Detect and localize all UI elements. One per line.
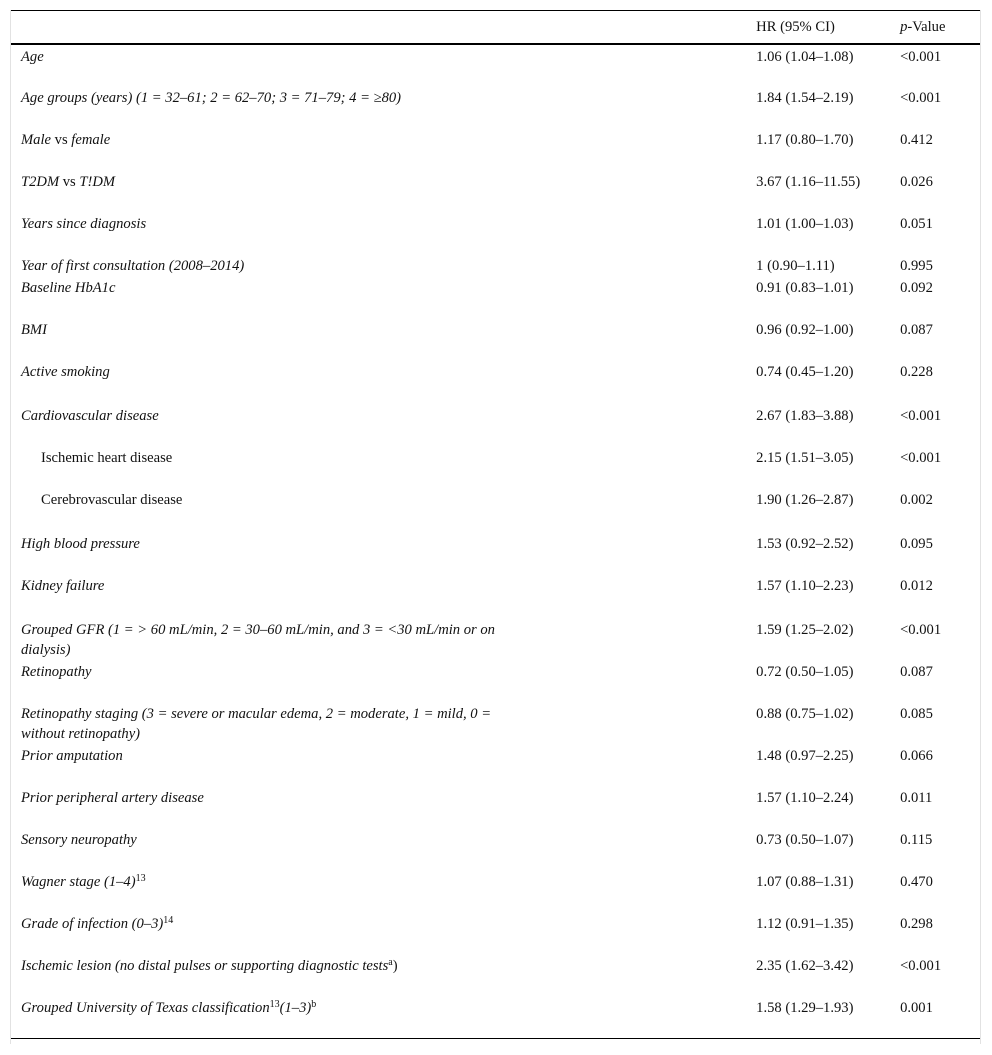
row-p: 0.470: [900, 874, 933, 890]
row-hr: 1.53 (0.92–2.52): [756, 536, 854, 552]
row-hr: 1 (0.90–1.11): [756, 258, 835, 274]
row-p: <0.001: [900, 49, 942, 65]
row-hr: 2.67 (1.83–3.88): [756, 408, 854, 424]
row-label: Grade of infection $(0-3)^{14}$: [21, 915, 174, 932]
table-row: [11, 786, 980, 828]
table-row: [11, 702, 980, 744]
table-row: [11, 574, 980, 618]
row-label: Grouped University of Texas $classification^{13}(1-3)^b$: [11, 996, 746, 1038]
row-p: 0.115: [900, 832, 933, 848]
row-hr: 2.35 (1.62–3.42): [756, 958, 854, 974]
table-row: [11, 828, 980, 870]
row-label: Years since diagnosis: [21, 216, 147, 232]
table-row: [11, 276, 980, 318]
row-hr: 1.58 (1.29–1.93): [746, 996, 890, 1038]
row-label: Age groups (years) (1 = 32–61; 2 = 62–70; 3 = 71–79; 4 = ≥80): [21, 90, 402, 106]
row-p: 0.002: [900, 492, 933, 508]
results-table-container: [10, 10, 981, 1044]
row-label: High blood pressure: [21, 536, 140, 552]
table-row: [11, 360, 980, 404]
row-label: Grouped GFR (1 = > 60 mL/min, 2 = 30–60 mL/min, and 3 = <30 mL/min or on dialysis): [21, 622, 495, 658]
row-label: Prior amputation: [21, 748, 123, 764]
row-label: Cerebrovascular disease: [41, 492, 183, 508]
row-hr: 3.67 (1.16–11.55): [756, 174, 861, 190]
row-hr: 1.90 (1.26–2.87): [756, 492, 854, 508]
row-label: Active smoking: [21, 364, 110, 380]
row-label: Age: [21, 49, 44, 65]
row-hr: 1.06 (1.04–1.08): [756, 49, 854, 65]
table-row: [11, 44, 980, 86]
footnote-ref: b: [311, 999, 317, 1010]
row-label: T2DM vs T!DM: [21, 174, 116, 190]
row-p: 0.011: [900, 790, 933, 806]
row-p: <0.001: [900, 90, 942, 106]
row-label: Sensory neuropathy: [21, 832, 137, 848]
row-hr: 1.57 (1.10–2.23): [756, 578, 854, 594]
footnote-ref: 14: [163, 915, 174, 926]
row-p: 0.095: [900, 536, 933, 552]
row-label: Ischemic lesion (no distal pulses or supporting diagnostic tests$^a$): [21, 957, 398, 974]
table-row: [11, 170, 980, 212]
row-label: Retinopathy: [21, 664, 92, 680]
row-label: Prior peripheral artery disease: [21, 790, 204, 806]
row-p: 0.085: [900, 706, 933, 722]
footnote-ref: 13: [135, 873, 146, 884]
footnote-ref: 13: [269, 999, 280, 1010]
row-hr: 1.48 (0.97–2.25): [756, 748, 854, 764]
header-hr: HR (95% CI): [746, 11, 890, 45]
row-label: BMI: [21, 322, 47, 338]
row-hr: 0.91 (0.83–1.01): [756, 280, 854, 296]
row-hr: 0.73 (0.50–1.07): [756, 832, 854, 848]
table-row: [11, 660, 980, 702]
row-p: <0.001: [900, 622, 942, 638]
row-p: 0.412: [900, 132, 933, 148]
row-label: Male vs female: [21, 132, 111, 148]
row-hr: 0.74 (0.45–1.20): [756, 364, 854, 380]
row-p: 0.298: [900, 916, 933, 932]
table-row: [11, 446, 980, 488]
row-hr: 1.17 (0.80–1.70): [756, 132, 854, 148]
table-row: [11, 212, 980, 254]
row-p: 0.995: [900, 258, 933, 274]
table-row: [11, 488, 980, 532]
table-row: [11, 954, 980, 996]
hazard-ratio-table: [11, 10, 980, 1039]
row-p: <0.001: [900, 450, 942, 466]
row-p: <0.001: [900, 408, 942, 424]
row-p: 0.026: [900, 174, 933, 190]
table-row: [11, 86, 980, 128]
row-hr: 0.72 (0.50–1.05): [756, 664, 854, 680]
table-header-row: [11, 11, 980, 45]
header-p-rest: -Value: [907, 19, 946, 35]
row-p: 0.087: [900, 322, 933, 338]
row-p: 0.228: [900, 364, 933, 380]
table-row: [11, 618, 980, 660]
row-p: 0.087: [900, 664, 933, 680]
row-label: Wagner stage $(1-4)^{13}$: [21, 873, 146, 890]
table-row: [11, 532, 980, 574]
row-hr: 1.84 (1.54–2.19): [756, 90, 854, 106]
row-p: <0.001: [900, 958, 942, 974]
row-p: 0.066: [900, 748, 933, 764]
row-label: Ischemic heart disease: [41, 450, 173, 466]
table-row: [11, 996, 980, 1038]
row-hr: 1.57 (1.10–2.24): [756, 790, 854, 806]
row-hr: 0.96 (0.92–1.00): [756, 322, 854, 338]
row-hr: 1.59 (1.25–2.02): [756, 622, 854, 638]
row-p: 0.001: [890, 996, 980, 1038]
row-p: 0.012: [900, 578, 933, 594]
table-row: [11, 318, 980, 360]
table-row: [11, 404, 980, 446]
table-row: [11, 744, 980, 786]
row-hr: 1.07 (0.88–1.31): [756, 874, 854, 890]
row-label: Year of first consultation (2008–2014): [21, 258, 245, 274]
row-hr: 1.12 (0.91–1.35): [756, 916, 854, 932]
footnote-ref: a: [388, 957, 393, 968]
row-hr: 1.01 (1.00–1.03): [756, 216, 854, 232]
header-p-value: [890, 11, 980, 45]
row-label: Retinopathy staging (3 = severe or macular edema, 2 = moderate, 1 = mild, 0 = without retinopathy): [21, 706, 492, 742]
row-label: Baseline HbA1c: [21, 280, 116, 296]
row-label: Cardiovascular disease: [21, 408, 159, 424]
row-hr: 0.88 (0.75–1.02): [756, 706, 854, 722]
header-variable: [11, 11, 746, 45]
table-row: [11, 254, 980, 276]
table-row: [11, 870, 980, 912]
row-p: 0.051: [900, 216, 933, 232]
row-label: Kidney failure: [21, 578, 105, 594]
header-p-italic: p: [900, 19, 908, 35]
row-p: 0.092: [900, 280, 933, 296]
row-hr: 2.15 (1.51–3.05): [756, 450, 854, 466]
table-row: [11, 128, 980, 170]
table-row: [11, 912, 980, 954]
